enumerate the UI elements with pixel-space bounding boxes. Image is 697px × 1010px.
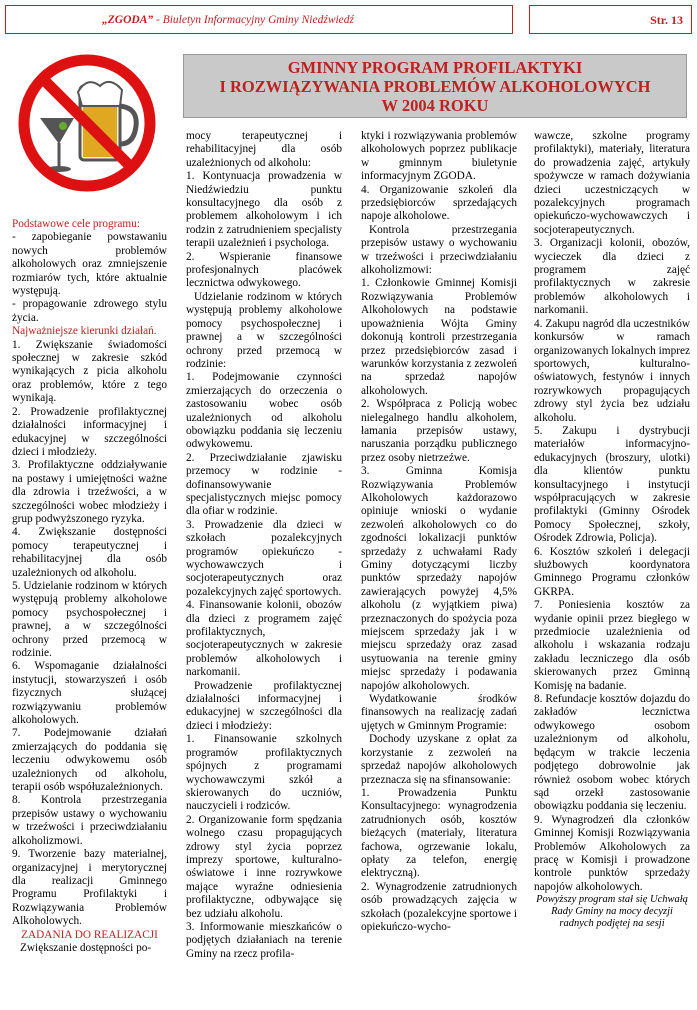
paragraph: ZADANIA DO REALIZACJI [21, 928, 158, 941]
paragraph: 1. Kontynuacja prowadzenia w Niedźwiedziu punktu konsultacyjnego dla osób z problemem alkoholowym i ich rodzin z zatrudnieniem specjalisty terapii uzależnień i psychologa. [186, 170, 342, 250]
paragraph: 2. Wynagrodzenie zatrudnionych osób prowadzących zajęcia w szkołach (pozalekcyjne sportowe i opiekuńczo-wycho- [361, 880, 517, 933]
paragraph: - zapobieganie powstawaniu nowych problemów alkoholowych oraz zmniejszenie rozmiarów tych, które aktualnie występują. [12, 231, 167, 298]
column-1 [12, 218, 167, 955]
paragraph: 8. Kontrola przestrzegania przepisów ustawy o wychowaniu w trzeźwości i przeciwdziałaniu alkoholizmowi. [12, 794, 167, 847]
paragraph: 5. Zakupu i dystrybucji materiałów informacyjno-edukacyjnych (broszury, ulotki) dla klientów punktu konsultacyjnego i instytucji współpracujących w zakresie profilaktyki (Gminny Ośrodek Pomocy Społecznej, szkoły, Ośrodek Zdrowia, Policja). [534, 424, 690, 545]
paragraph: mocy terapeutycznej i rehabilitacyjnej dla osób uzależnionych od alkoholu: [186, 130, 342, 169]
paragraph: 2. Przeciwdziałanie zjawisku przemocy w rodzinie - dofinansowywanie specjalistycznych miejsc pomocy dla ofiar w rodzinie. [186, 451, 342, 518]
no-alcohol-sign-icon [12, 48, 162, 198]
paragraph: 6. Wspomaganie działalności instytucji, stowarzyszeń i osób fizycznych służącej rozwiązywaniu problemów alkoholowych. [12, 660, 167, 727]
paragraph: 9. Tworzenie bazy materialnej, organizacyjnej i merytorycznej dla realizacji Gminnego Programu Profilaktyki i Rozwiązywania Problemów Alkoholowych. [12, 848, 167, 928]
header-subtitle: - Biuletyn Informacyjny Gminy Niedźwiedź [153, 14, 355, 26]
paragraph: Kontrola przestrzegania przepisów ustawy o wychowaniu w trzeźwości i przeciwdziałaniu alkoholizmowi: [361, 223, 517, 277]
paragraph: 8. Refundacje kosztów dojazdu do zakładów lecznictwa odwykowego osobom uzależnionym od alkoholu, będącym w trakcie leczenia podjętego dobrowolnie jak również osobom wobec których sąd orzekł zastosowanie obowiązku poddania się leczeniu. [534, 693, 690, 813]
paragraph: Udzielanie rodzinom w których występują problemy alkoholowe pomocy psychospołecznej i prawnej a w szczególności ochrony przed przemocą w rodzinie: [186, 290, 342, 370]
paragraph: 4. Finansowanie kolonii, obozów dla dzieci z programem zajęć profilaktycznych, socjoterapeutycznych w zakresie problemów alkoholowych i narkomanii. [186, 599, 342, 679]
header-title-box [5, 5, 513, 34]
paragraph: wawcze, szkolne programy profilaktyki), materiały, literatura do prowadzenia zajęć, artykuły spożywcze w ramach dożywiania dzieci uczestniczących w pozalekcyjnych programach opiekuńczo-wychowawczych i socjoterapeutycznych. [534, 130, 690, 236]
paragraph: 3. Organizacji kolonii, obozów, wycieczek dla dzieci z programem zajęć profilaktycznych w zakresie problemów alkoholowych i narkomanii. [534, 237, 690, 317]
paragraph: 5. Udzielanie rodzinom w których występują problemy alkoholowe pomocy psychospołecznej i prawnej, a w szczególności ochrony przed przemocą w rodzinie. [12, 579, 167, 659]
column-4 [534, 130, 690, 930]
paragraph: 3. Gminna Komisja Rozwiązywania Problemów Alkoholowych każdorazowo opiniuje wnioski o wydanie zezwoleń alkoholowych co do zgodności lokalizacji punktów sprzedaży z uchwałami Rady Gminy dotyczącymi liczby punktów sprzedaży napojów zawierających powyżej 4,5% alkoholu (z wyjątkiem piwa) przeznaczonych do spożycia poza miejscem sprzedaży jak i w miejscu sprzedaży oraz zasad usytuowania na terenie gminy miejsc sprzedaży i podawania napojów alkoholowych. [361, 465, 517, 692]
paragraph: Powyższy program stał się Uchwałą Rady Gminy na mocy decyzji radnych podjętej na sesji [536, 894, 688, 930]
page-number-box [529, 5, 692, 34]
paragraph: 7. Poniesienia kosztów za wydanie opinii przez biegłego w przedmiocie uzależnienia od alkoholu i wskazania rodzaju zakładu leczniczego dla osób skierowanych przez Gminną Komisję na badanie. [534, 599, 690, 692]
paragraph: 3. Informowanie mieszkańców o podjętych działaniach na terenie Gminy na rzecz profila- [186, 920, 342, 960]
paragraph: Dochody uzyskane z opłat za korzystanie z zezwoleń na sprzedaż napojów alkoholowych przeznacza się na sfinansowanie: [361, 733, 517, 786]
paragraph: 1. Finansowanie szkolnych programów profilaktycznych spójnych z programami wychowawczymi szkół a skierowanych do uczniów, nauczycieli i rodziców. [186, 733, 342, 813]
page-number: Str. 13 [650, 13, 683, 27]
paragraph: 2. Prowadzenie profilaktycznej działalności informacyjnej i edukacyjnej w szczególności dzieci i młodzieży. [12, 405, 167, 458]
article-title-line1: GMINNY PROGRAM PROFILAKTYKI [287, 58, 583, 77]
paragraph: 3. Prowadzenie dla dzieci w szkołach pozalekcyjnych programów opiekuńczo - wychowawczych i socjoterapeutycznych oraz pozalekcyjnych zajęć sportowych. [186, 518, 342, 598]
paragraph: 6. Kosztów szkoleń i delegacji służbowych koordynatora Gminnego Programu członków GKRPA. [534, 545, 690, 598]
paragraph: 2. Współpraca z Policją wobec nielegalnego handlu alkoholem, łamania przepisów ustawy, naruszania porządku publicznego przez osoby nietrzeźwe. [361, 398, 517, 464]
header-title [102, 14, 354, 26]
paragraph: 9. Wynagrodzeń dla członków Gminnej Komisji Rozwiązywania Problemów Alkoholowych za pracę w Komisji i prowadzone kontrole punktów sprzedaży napojów alkoholowych. [534, 813, 690, 893]
paragraph: 2. Wspieranie finansowe profesjonalnych placówek lecznictwa odwykowego. [186, 250, 342, 290]
paragraph: Prowadzenie profilaktycznej działalności informacyjnej i edukacyjnej w szczególności dla dzieci i młodzieży: [186, 679, 342, 732]
paragraph: 1. Zwiększanie świadomości społecznej w zakresie szkód wynikających z picia alkoholu oraz problemów, które z tego wynikają. [12, 338, 167, 405]
paragraph: Najważniejsze kierunki działań. [12, 325, 157, 338]
paragraph: Wydatkowanie środków finansowych na realizację zadań ujętych w Gminnym Programie: [361, 693, 517, 732]
column-3 [361, 130, 517, 934]
paragraph: - propagowanie zdrowego stylu życia. [12, 298, 167, 324]
article-title-box [183, 54, 687, 118]
article-title-line2: I ROZWIĄZYWANIA PROBLEMÓW ALKOHOLOWYCH [219, 77, 651, 96]
header-newsletter-name: „ZGODA” [102, 14, 154, 26]
paragraph: 2. Organizowanie form spędzania wolnego czasu propagujących zdrowy styl życia poprzez imprezy sportowe, kulturalno-oświatowe i inne rozrywkowe mające wyraźne odniesienia profilaktyczne, odbywające się bez udziału alkoholu. [186, 813, 342, 920]
paragraph: ktyki i rozwiązywania problemów alkoholowych poprzez publikacje w gminnym biuletynie informacyjnym ZGODA. [361, 130, 517, 183]
paragraph: 4. Zwiększanie dostępności pomocy terapeutycznej i rehabilitacyjnej dla osób uzależnionych od alkoholu. [12, 526, 167, 579]
paragraph: 1. Członkowie Gminnej Komisji Rozwiązywania Problemów Alkoholowych na podstawie upoważnienia Wójta Gminy dokonują kontroli przestrzegania przez przedsiębiorców zasad i warunków korzystania z zezwoleń na sprzedaż napojów alkoholowych. [361, 277, 517, 397]
paragraph: 1. Podejmowanie czynności zmierzających do orzeczenia o zastosowaniu wobec osób uzależnionych od alkoholu obowiązku poddania się leczeniu odwykowemu. [186, 371, 342, 451]
column-2 [186, 130, 342, 961]
paragraph: 7. Podejmowanie działań zmierzających do poddania się leczeniu odwykowemu osób uzależnionych od alkoholu, terapii osób współuzależnionych. [12, 727, 167, 794]
paragraph: 4. Zakupu nagród dla uczestników konkursów w ramach organizowanych lokalnych imprez sportowych, kulturalno-oświatowych, festynów i innych rozrywkowych propagujących zdrowy styl życia bez udziału alkoholu. [534, 317, 691, 424]
paragraph: Zwiększanie dostępności po- [20, 941, 152, 954]
paragraph: 1. Prowadzenia Punktu Konsultacyjnego: wynagrodzenia zatrudnionych osób, kosztów bieżących (materiały, literatura fachowa, ogrzewanie lokalu, opłaty za telefon, energię elektryczną). [361, 786, 517, 880]
article-title-line3: W 2004 ROKU [381, 96, 489, 115]
paragraph: 3. Profilaktyczne oddziaływanie na postawy i umiejętności ważne dla zdrowia i trzeźwości, a w szczególności wobec młodzieży i grup podwyższonego ryzyka. [12, 459, 167, 525]
paragraph: 4. Organizowanie szkoleń dla przedsiębiorców sprzedających napoje alkoholowe. [361, 183, 517, 223]
paragraph: Podstawowe cele programu: [12, 218, 140, 230]
